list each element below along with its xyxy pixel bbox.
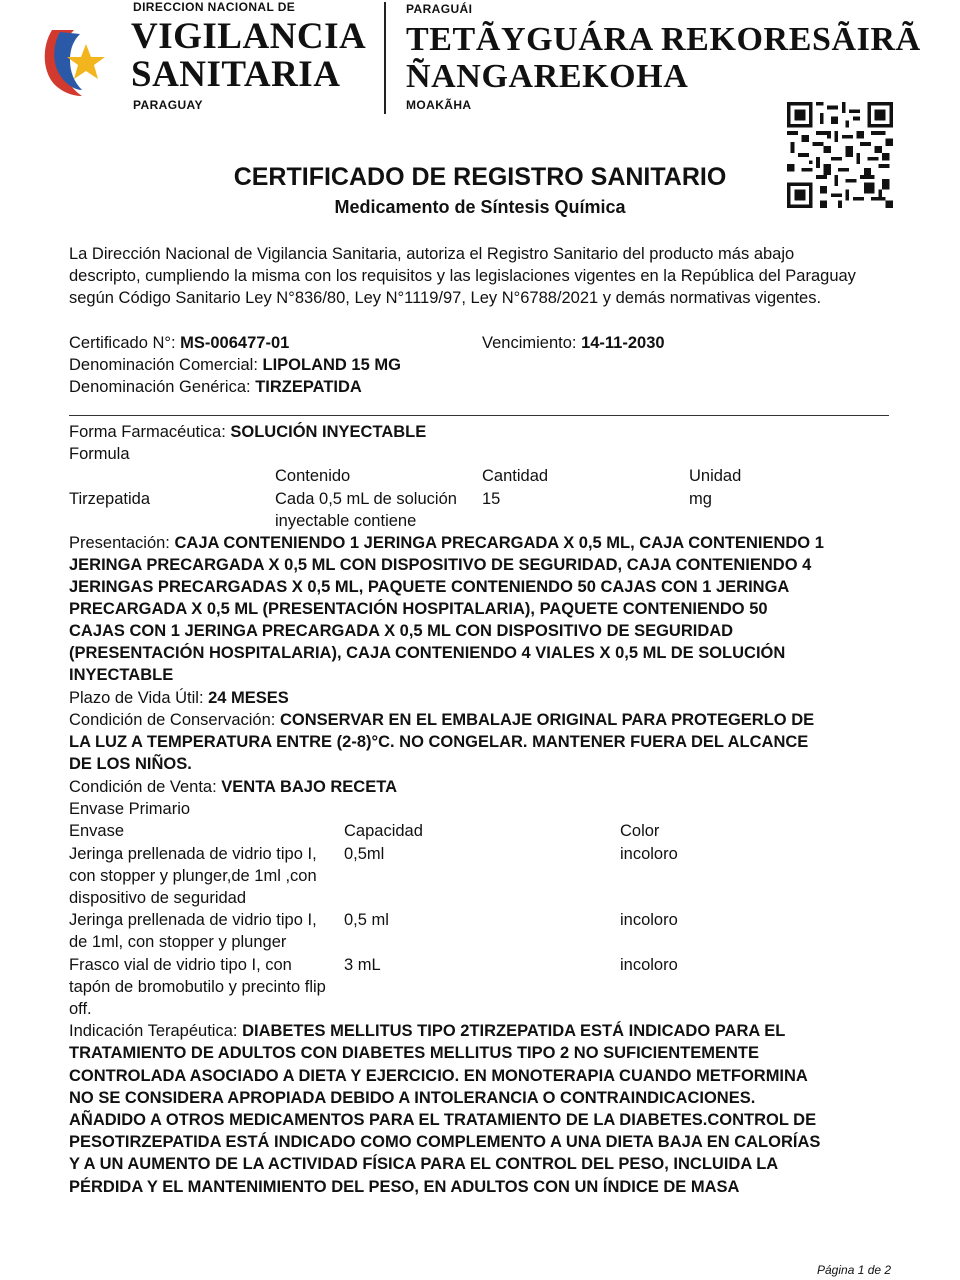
indication-line-4: NO SE CONSIDERA APROPIADA DEBIDO A INTOLERANCIA O CONTRAINDICACIONES. <box>69 1089 756 1107</box>
pharmaceutical-form-value: SOLUCIÓN INYECTABLE <box>230 423 427 441</box>
packaging-row-3-line-1: Frasco vial de vidrio tipo I, con <box>69 956 292 974</box>
presentation-line-7: INYECTABLE <box>69 666 174 684</box>
formula-label: Formula <box>69 445 130 463</box>
formula-header-content: Contenido <box>275 467 351 485</box>
primary-packaging-label: Envase Primario <box>69 800 191 818</box>
storage-line-2: LA LUZ A TEMPERATURA ENTRE (2-8)°C. NO CONGELAR. MANTENER FUERA DEL ALCANCE <box>69 733 809 751</box>
pharmaceutical-form-label: Forma Farmacéutica: <box>69 423 231 441</box>
presentation-label: Presentación: <box>69 534 175 552</box>
page-number: Página 1 de 2 <box>817 1263 892 1277</box>
indication-line-8: PÉRDIDA Y EL MANTENIMIENTO DEL PESO, EN ADULTOS CON UN ÍNDICE DE MASA <box>69 1178 740 1196</box>
formula-header-quantity: Cantidad <box>482 467 549 485</box>
intro-line-1: La Dirección Nacional de Vigilancia Sanitaria, autoriza el Registro Sanitario del producto más abajo <box>69 245 795 263</box>
intro-line-3: según Código Sanitario Ley N°836/80, Ley N°1119/97, Ley N°6788/2021 y demás normativas vigentes. <box>69 289 822 307</box>
agency-country: PARAGUAY <box>133 98 203 112</box>
formula-row-content-line2: inyectable contiene <box>275 512 417 530</box>
section-divider <box>69 415 889 416</box>
agency-name-line1: VIGILANCIA <box>131 16 367 57</box>
presentation-line-5: CAJAS CON 1 JERINGA PRECARGADA X 0,5 ML CON DISPOSITIVO DE SEGURIDAD <box>69 622 734 640</box>
presentation-line-1: Presentación: CAJA CONTENIENDO 1 JERINGA PRECARGADA X 0,5 ML, CAJA CONTENIENDO 1 <box>69 534 824 552</box>
shelf-life-field <box>69 687 899 709</box>
formula-row-unit: mg <box>689 490 712 508</box>
guarani-name-line1: TETÃYGUÁRA REKORESÃIRÃ <box>406 21 921 58</box>
storage-line-1: Condición de Conservación: CONSERVAR EN EL EMBALAJE ORIGINAL PARA PROTEGERLO DE <box>69 711 815 729</box>
packaging-row-1-color: incoloro <box>620 845 678 863</box>
presentation-line-2: JERINGA PRECARGADA X 0,5 ML CON DISPOSITIVO DE SEGURIDAD, CAJA CONTENIENDO 4 <box>69 556 812 574</box>
expiry-field <box>482 332 665 354</box>
formula-header-unit: Unidad <box>689 467 742 485</box>
formula-row-content-line1: Cada 0,5 mL de solución <box>275 490 457 508</box>
agency-emblem-icon <box>40 22 124 98</box>
shelf-life-label: Plazo de Vida Útil: <box>69 689 209 707</box>
packaging-row-3-line-3: off. <box>69 1000 92 1018</box>
expiry-label: Vencimiento: <box>482 334 582 352</box>
pharmaceutical-form-field <box>69 421 426 443</box>
presentation-line-3: JERINGAS PRECARGADAS X 0,5 ML, PAQUETE CONTENIENDO 50 CAJAS CON 1 JERINGA <box>69 578 790 596</box>
commercial-name-field <box>69 354 401 376</box>
storage-line-3: DE LOS NIÑOS. <box>69 755 192 773</box>
packaging-row-1-line-2: con stopper y plunger,de 1ml ,con <box>69 867 317 885</box>
commercial-name-label: Denominación Comercial: <box>69 356 263 374</box>
sale-condition-value: VENTA BAJO RECETA <box>221 778 397 796</box>
agency-name-line2: SANITARIA <box>131 54 341 95</box>
expiry-value: 14-11-2030 <box>581 334 665 352</box>
indication-line-7: Y A UN AUMENTO DE LA ACTIVIDAD FÍSICA PARA EL CONTROL DEL PESO, INCLUIDA LA <box>69 1155 779 1173</box>
packaging-row-2-capacity: 0,5 ml <box>344 911 389 929</box>
guarani-name-line2: ÑANGAREKOHA <box>406 58 689 95</box>
packaging-header-container: Envase <box>69 822 125 840</box>
packaging-row-1-line-1: Jeringa prellenada de vidrio tipo I, <box>69 845 317 863</box>
packaging-header-capacity: Capacidad <box>344 822 423 840</box>
packaging-row-3-capacity: 3 mL <box>344 956 381 974</box>
indication-line-6: PESOTIRZEPATIDA ESTÁ INDICADO COMO COMPLEMENTO A UNA DIETA BAJA EN CALORÍAS <box>69 1133 821 1151</box>
packaging-row-2-color: incoloro <box>620 911 678 929</box>
storage-label: Condición de Conservación: <box>69 711 280 729</box>
packaging-header-color: Color <box>620 822 660 840</box>
document-subtitle: Medicamento de Síntesis Química <box>334 197 626 217</box>
packaging-row-1-line-3: dispositivo de seguridad <box>69 889 247 907</box>
certificate-number-label: Certificado N°: <box>69 334 181 352</box>
formula-row-quantity: 15 <box>482 490 501 508</box>
presentation-line-4: PRECARGADA X 0,5 ML (PRESENTACIÓN HOSPITALARIA), PAQUETE CONTENIENDO 50 <box>69 600 768 618</box>
guarani-country: MOAKÃHA <box>406 98 472 112</box>
sale-condition-field <box>69 776 899 798</box>
indication-line-3: CONTROLADA ASOCIADO A DIETA Y EJERCICIO. EN MONOTERAPIA CUANDO METFORMINA <box>69 1067 808 1085</box>
agency-top-label: DIRECCION NACIONAL DE <box>133 0 296 14</box>
packaging-row-3-color: incoloro <box>620 956 678 974</box>
packaging-row-1-capacity: 0,5ml <box>344 845 385 863</box>
packaging-row-2-line-1: Jeringa prellenada de vidrio tipo I, <box>69 911 317 929</box>
generic-name-field <box>69 376 362 398</box>
guarani-top-label: PARAGUÁI <box>406 2 473 16</box>
formula-row-name: Tirzepatida <box>69 490 151 508</box>
packaging-row-2-line-2: de 1ml, con stopper y plunger <box>69 933 287 951</box>
presentation-line-6: (PRESENTACIÓN HOSPITALARIA), CAJA CONTENIENDO 4 VIALES X 0,5 ML DE SOLUCIÓN <box>69 644 786 662</box>
indication-label: Indicación Terapéutica: <box>69 1022 243 1040</box>
indication-line-5: AÑADIDO A OTROS MEDICAMENTOS PARA EL TRATAMIENTO DE LA DIABETES.CONTROL DE <box>69 1111 817 1129</box>
sale-condition-label: Condición de Venta: <box>69 778 222 796</box>
packaging-row-3-line-2: tapón de bromobutilo y precinto flip <box>69 978 326 996</box>
document-title: CERTIFICADO DE REGISTRO SANITARIO <box>233 163 727 191</box>
header-divider <box>384 2 386 114</box>
certificate-number-field <box>69 332 289 354</box>
certificate-number-value: MS-006477-01 <box>180 334 290 352</box>
shelf-life-value: 24 MESES <box>208 689 289 707</box>
indication-line-2: TRATAMIENTO DE ADULTOS CON DIABETES MELLITUS TIPO 2 NO SUFICIENTEMENTE <box>69 1044 759 1062</box>
generic-name-value: TIRZEPATIDA <box>255 378 362 396</box>
qr-code-icon[interactable] <box>787 102 893 208</box>
intro-line-2: descripto, cumpliendo la misma con los requisitos y las legislaciones vigentes en la República del Paraguay <box>69 267 856 285</box>
generic-name-label: Denominación Genérica: <box>69 378 256 396</box>
commercial-name-value: LIPOLAND 15 MG <box>262 356 401 374</box>
indication-line-1: Indicación Terapéutica: DIABETES MELLITUS TIPO 2TIRZEPATIDA ESTÁ INDICADO PARA EL <box>69 1022 786 1040</box>
